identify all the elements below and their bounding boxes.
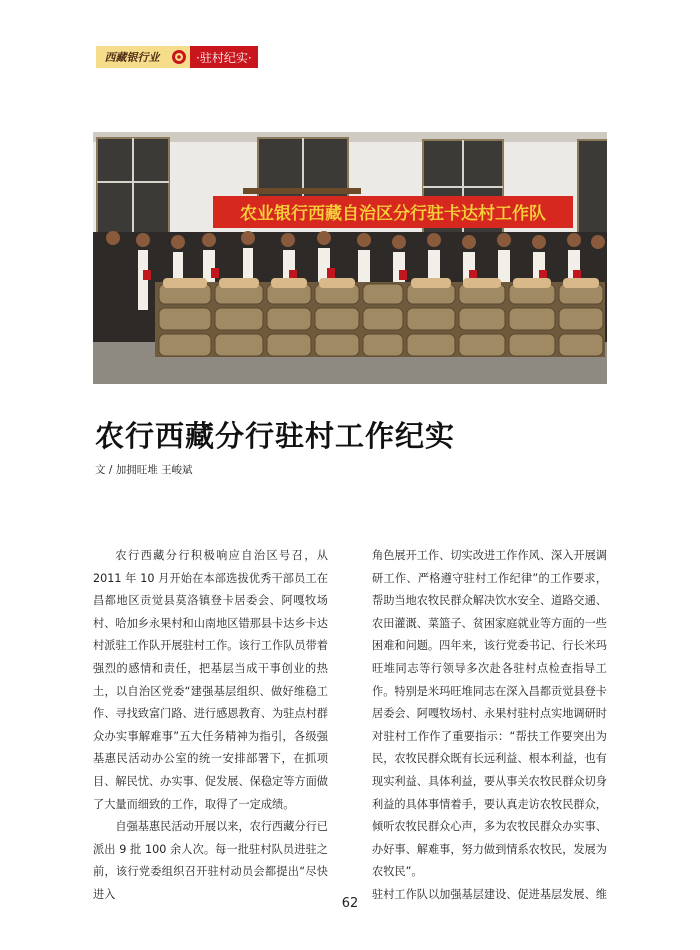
header-brand: 西藏银行业 bbox=[96, 46, 168, 68]
article-title: 农行西藏分行驻村工作纪实 bbox=[95, 419, 456, 453]
page-number: 62 bbox=[341, 896, 359, 911]
header-section-label: ·驻村纪实· bbox=[190, 46, 258, 68]
paragraph: 农行西藏分行积极响应自治区号召，从 2011 年 10 月开始在本部选拔优秀干部员工在昌都地区贡觉县莫洛镇登卡居委会、阿嘎牧场村、哈加乡永果村和山南地区错那县卡达乡卡达村派驻工作队开展驻村工作。该行工作队员带着强烈的感情和责任，把基层当成干事创业的热土，以自治区党委“建强基层组织、做好维稳工作、寻找致富门路、进行感恩教育、为驻点村群众办实事解难事”五大任务精神为指引，各级强基惠民活动办公室的统一安排部署下，在抓项目、解民忧、办实事、促发展、保稳定等方面做了大量而细致的工作，取得了一定成绩。 bbox=[93, 549, 328, 811]
paragraph: 自强基惠民活动开展以来，农行西藏分行已派出 9 批 100 余人次。每一批驻村队员进驻之前，该行党委组织召开驻村动员会都提出“尽快进入 bbox=[93, 820, 328, 901]
paragraph: 角色展开工作、切实改进工作作风、深入开展调研工作、严格遵守驻村工作纪律”的工作要求，帮助当地农牧民群众解决饮水安全、道路交通、农田灌溉、菜篮子、贫困家庭就业等方面的一些困难和问题。四年来，该行党委书记、行长米玛旺堆同志等行领导多次赴各驻村点检查指导工作。特别是米玛旺堆同志在深入昌都贡觉县登卡居委会、阿嘎牧场村、永果村驻村点实地调研时对驻村工作作了重要指示：“帮扶工作要突出为民，农牧民群众既有长远利益、根本利益，也有现实利益、具体利益，要从事关农牧民群众切身利益的具体事情着手，要认真走访农牧民群众，倾听农牧民群众心声，多为农牧民群众办实事、办好事、解难事，努力做到情系农牧民，发展为农牧民”。 bbox=[372, 549, 607, 879]
text-column-left bbox=[93, 545, 328, 907]
paragraph: 驻村工作队以加强基层建设、促进基层发展、维 bbox=[372, 887, 607, 901]
article-byline: 文 / 加拥旺堆 王峻斌 bbox=[95, 464, 193, 476]
section-header bbox=[96, 46, 258, 68]
article-photo bbox=[93, 132, 607, 384]
text-column-right bbox=[372, 545, 607, 907]
banner-text: 农业银行西藏自治区分行驻卡达村工作队 bbox=[240, 204, 546, 224]
emblem-icon bbox=[168, 46, 190, 68]
